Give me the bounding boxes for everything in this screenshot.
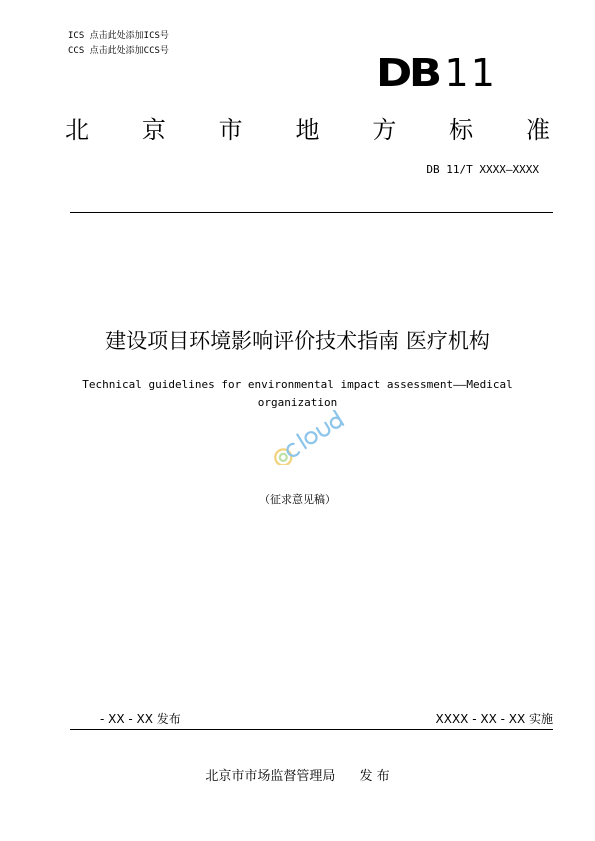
- db-logo-mark: DB: [376, 51, 439, 95]
- top-divider: [70, 212, 553, 213]
- title-english-line: organization: [257, 396, 338, 409]
- standard-code: DB 11/T XXXX—XXXX: [426, 163, 539, 176]
- title-english: [0, 376, 595, 412]
- authority-char: 京: [141, 116, 166, 144]
- db-logo-number: 11: [444, 51, 497, 95]
- ics-code: ICS 点击此处添加ICS号: [68, 31, 169, 41]
- ccs-code: CCS 点击此处添加CCS号: [68, 46, 169, 56]
- implementation-date: XXXX - XX - XX 实施: [435, 712, 553, 726]
- issuer-action: 发 布: [359, 769, 390, 784]
- title-english-line: Technical guidelines for environmental impact assessment——Medical: [82, 378, 513, 391]
- authority-char: 方: [372, 116, 397, 144]
- issue-date: - XX - XX 发布: [100, 712, 181, 726]
- db-logo: [376, 52, 497, 94]
- issuer-line: [0, 768, 595, 786]
- authority-heading: [60, 113, 555, 147]
- bottom-divider: [70, 729, 553, 730]
- issuer-name: 北京市市场监督管理局: [205, 769, 336, 784]
- title-chinese: 建设项目环境影响评价技术指南 医疗机构: [105, 329, 490, 353]
- draft-label: （征求意见稿）: [259, 493, 336, 506]
- authority-char: 市: [218, 116, 243, 144]
- authority-char: 地: [295, 116, 320, 144]
- authority-char: 准: [525, 116, 550, 144]
- authority-char: 北: [65, 116, 89, 144]
- cloud-logo-icon: [258, 410, 348, 465]
- authority-char: 标: [449, 116, 474, 144]
